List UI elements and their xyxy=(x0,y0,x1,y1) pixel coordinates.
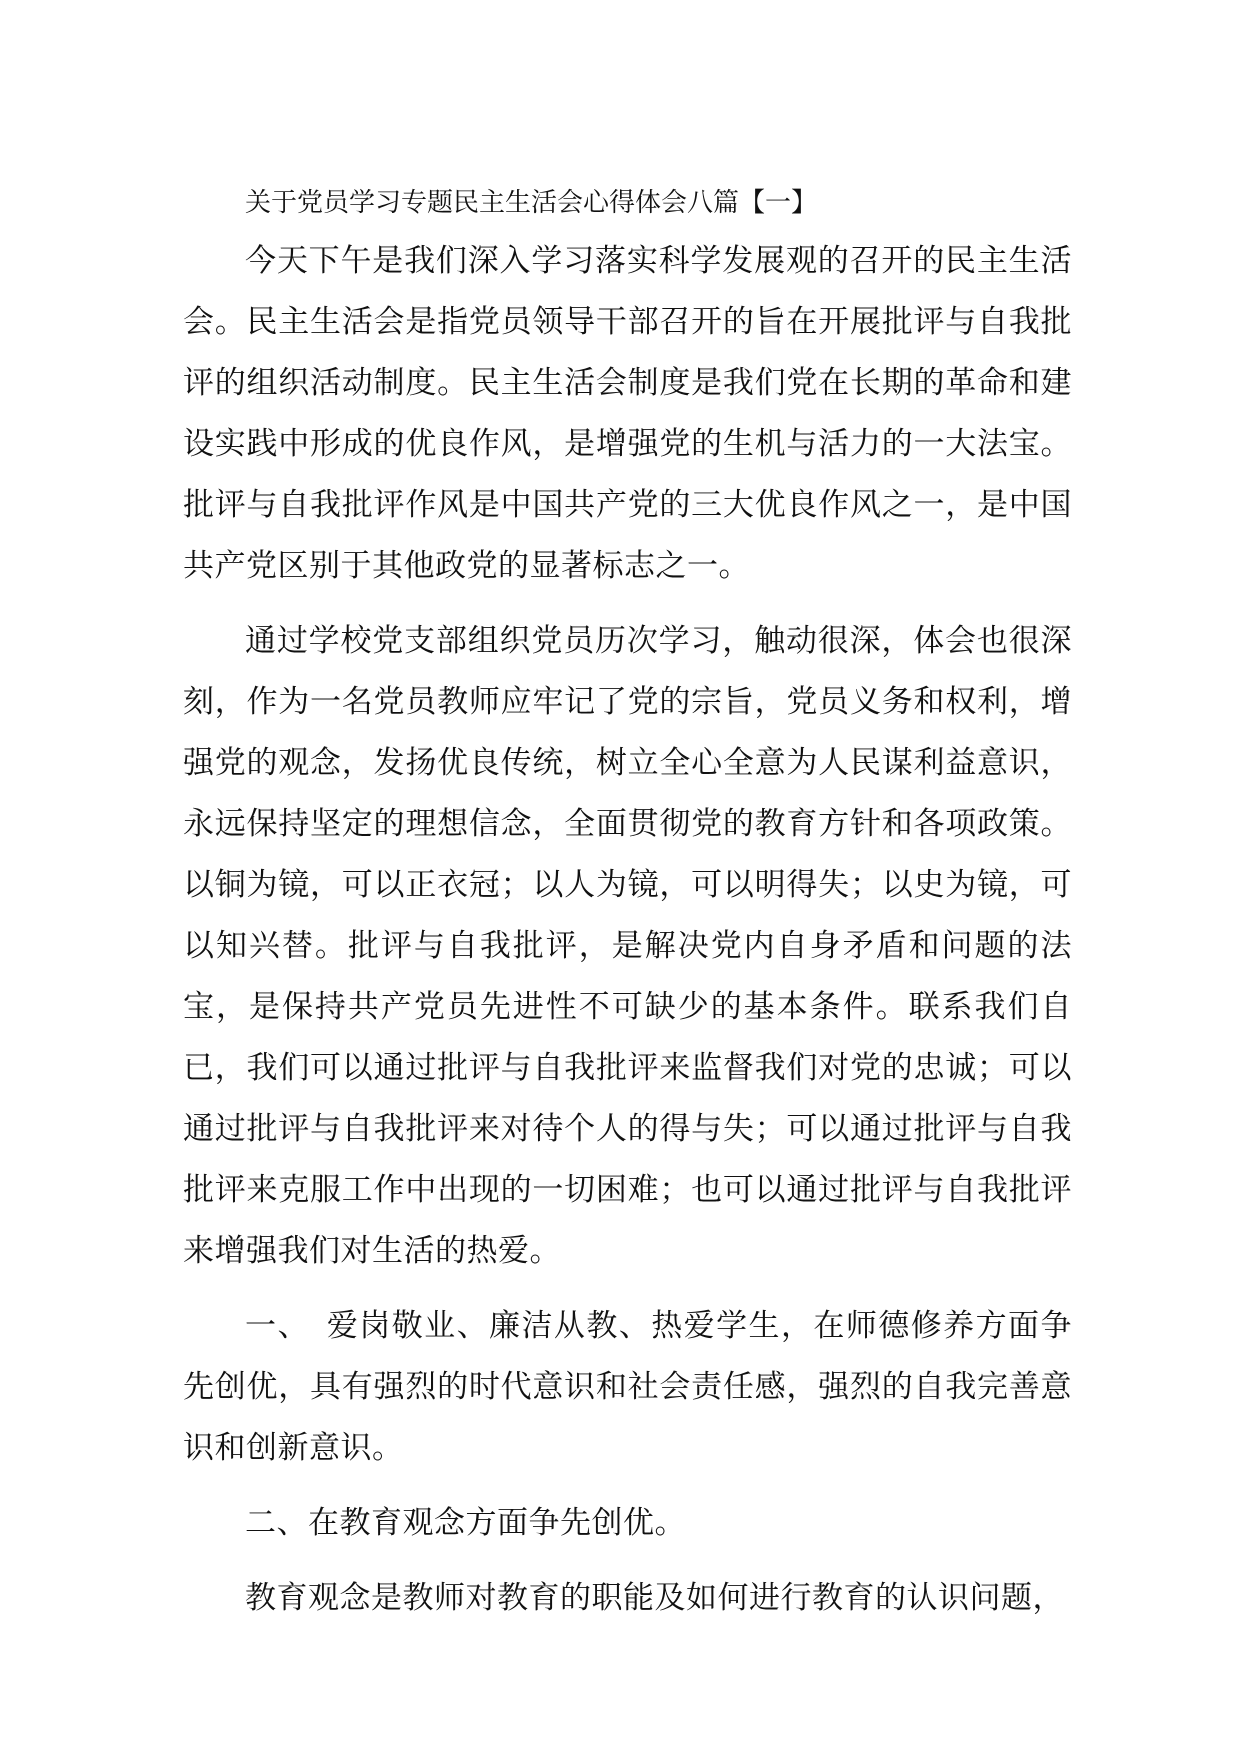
paragraph-3: 一、 爱岗敬业、廉洁从教、热爱学生，在师德修养方面争先创优，具有强烈的时代意识和社会责任感，强烈的自我完善意识和创新意识。 xyxy=(183,1308,1072,1466)
paragraph-2: 通过学校党支部组织党员历次学习，触动很深，体会也很深刻，作为一名党员教师应牢记了党的宗旨，党员义务和权利，增强党的观念，发扬优良传统，树立全心全意为人民谋利益意识，永远保持坚定的理想信念，全面贯彻党的教育方针和各项政策。以铜为镜，可以正衣冠；以人为镜，可以明得失；以史为镜，可以知兴替。批评与自我批评，是解决党内自身矛盾和问题的法宝，是保持共产党员先进性不可缺少的基本条件。联系我们自已，我们可以通过批评与自我批评来监督我们对党的忠诚；可以通过批评与自我批评来对待个人的得与失；可以通过批评与自我批评来克服工作中出现的一切困难；也可以通过批评与自我批评来增强我们对生活的热爱。 xyxy=(183,623,1072,1269)
document-body xyxy=(183,183,1072,1629)
paragraph-5: 教育观念是教师对教育的职能及如何进行教育的认识问题， xyxy=(245,1580,1064,1616)
paragraph-4: 二、在教育观念方面争先创优。 xyxy=(245,1505,686,1541)
document-title: 关于党员学习专题民主生活会心得体会八篇【一】 xyxy=(245,188,818,218)
paragraph-1: 今天下午是我们深入学习落实科学发展观的召开的民主生活会。民主生活会是指党员领导干部召开的旨在开展批评与自我批评的组织活动制度。民主生活会制度是我们党在长期的革命和建设实践中形成的优良作风，是增强党的生机与活力的一大法宝。批评与自我批评作风是中国共产党的三大优良作风之一，是中国共产党区别于其他政党的显著标志之一。 xyxy=(183,243,1072,584)
